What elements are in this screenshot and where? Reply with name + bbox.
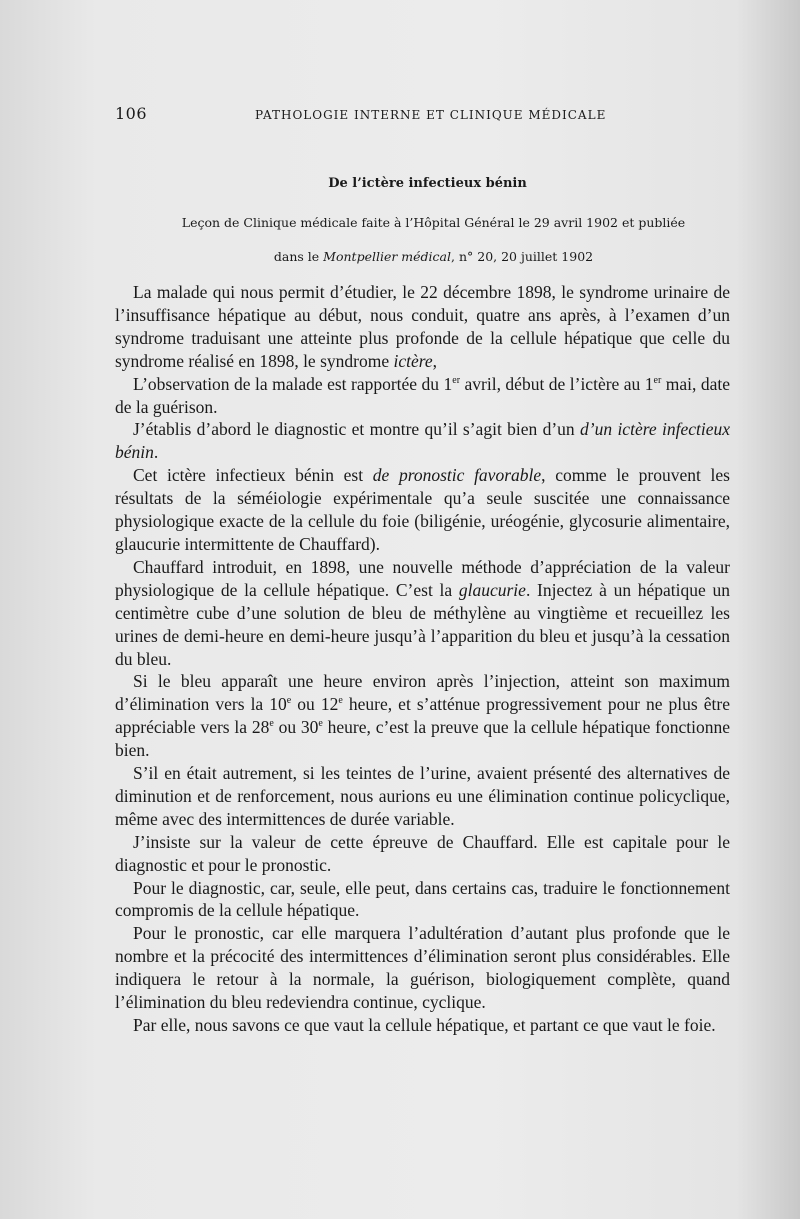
page-header	[115, 104, 740, 123]
running-head: PATHOLOGIE INTERNE ET CLINIQUE MÉDICALE	[255, 108, 607, 122]
paragraph-10: Pour le pronostic, car elle marquera l’adultération d’autant plus profonde que le nombre et la précocité des intermittences d’élimination seront plus considérables. Elle indiquera le retour à la normale, la guérison, biologiquement complète, quand l’élimination du bleu redeviendra continue, cyclique.	[115, 923, 730, 1013]
chapter-subtitle	[115, 206, 752, 274]
body-text	[115, 281, 730, 1037]
paragraph-11: Par elle, nous savons ce que vaut la cellule hépatique, et partant ce que vaut le foie.	[133, 1015, 716, 1035]
paragraph-9: Pour le diagnostic, car, seule, elle peut, dans certains cas, traduire le fonctionnement compromis de la cellule hépatique.	[115, 877, 730, 921]
journal-name: Montpellier médical	[323, 249, 452, 264]
paragraph-3: J’établis d’abord le diagnostic et montre qu’il s’agit bien d’un d’un ictère infectieux bénin.	[115, 419, 730, 463]
paragraph-2: L’observation de la malade est rapportée du 1er avril, début de l’ictère au 1er mai, date de la guérison.	[115, 373, 730, 417]
page-number: 106	[115, 104, 148, 123]
chapter-title: De l’ictère infectieux bénin	[328, 176, 527, 191]
paragraph-8: J’insiste sur la valeur de cette épreuve de Chauffard. Elle est capitale pour le diagnostic et pour le pronostic.	[115, 831, 730, 875]
paragraph-1: La malade qui nous permit d’étudier, le 22 décembre 1898, le syndrome urinaire de l’insuffisance hépatique au début, nous conduit, quatre ans après, à l’examen d’un syndrome traduisant une atteinte plus profonde de la cellule hépatique que celle du syndrome réalisé en 1898, le syndrome ictère,	[115, 282, 730, 371]
paragraph-7: S’il en était autrement, si les teintes de l’urine, avaient présenté des alternatives de diminution et de renforcement, nous aurions eu une élimination continue policyclique, même avec des intermittences de durée variable.	[115, 763, 730, 829]
subtitle-line-1: Leçon de Clinique médicale faite à l’Hôpital Général le 29 avril 1902 et publiée	[181, 215, 686, 230]
paragraph-4: Cet ictère infectieux bénin est de pronostic favorable, comme le prouvent les résultats de la séméiologie expérimentale qu’a seule suscitée une connaissance physiologique exacte de la cellule du foie (biligénie, uréogénie, glycosurie alimentaire, glaucurie intermittente de Chauffard).	[115, 465, 730, 554]
paragraph-5: Chauffard introduit, en 1898, une nouvelle méthode d’appréciation de la valeur physiologique de la cellule hépatique. C’est la glaucurie. Injectez à un hépatique un centimètre cube d’une solution de bleu de méthylène au vingtième et recueillez les urines de demi-heure en demi-heure jusqu’à l’apparition du bleu et jusqu’à la cessation du bleu.	[115, 556, 730, 669]
subtitle-line-2: dans le Montpellier médical, n° 20, 20 juillet 1902	[273, 249, 594, 264]
paragraph-6: Si le bleu apparaît une heure environ après l’injection, atteint son maximum d’élimination vers la 10e ou 12e heure, et s’atténue progressivement pour ne plus être appréciable vers la 28e ou 30e heure, c’est la preuve que la cellule hépatique fonctionne bien.	[115, 671, 731, 761]
